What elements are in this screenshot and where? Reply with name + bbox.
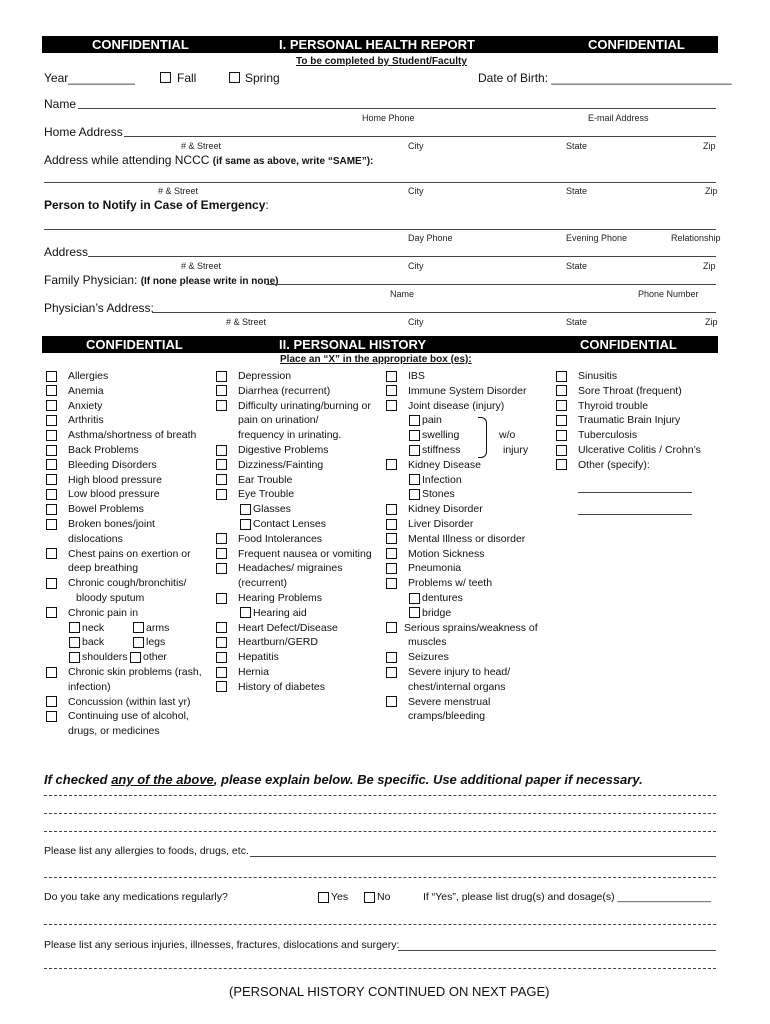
col4-tuberculosis-label: Tuberculosis: [578, 429, 638, 442]
fall-checkbox[interactable]: [160, 72, 171, 83]
col4-thyroid-trouble-label: Thyroid trouble: [578, 399, 649, 412]
col3-stones-checkbox[interactable]: [409, 489, 420, 500]
section1-title: I. PERSONAL HEALTH REPORT: [279, 37, 475, 52]
confidential-label-left: CONFIDENTIAL: [92, 37, 189, 52]
col3-infection-label: Infection: [422, 473, 462, 486]
col3-liver-disorder-label: Liver Disorder: [408, 518, 474, 530]
col3-liver-disorder-checkbox[interactable]: [386, 519, 397, 530]
home-address-line[interactable]: [124, 136, 716, 137]
col3-kidney-disorder-checkbox[interactable]: [386, 504, 397, 515]
col3-pneumonia-label: Pneumonia: [408, 562, 462, 575]
zip-sub: Zip: [703, 261, 716, 271]
medications-line-2[interactable]: [44, 924, 716, 925]
col3-infection-checkbox[interactable]: [409, 474, 420, 485]
explain-line-1[interactable]: [44, 795, 716, 796]
col2-history-of-diabetes-label: History of diabetes: [238, 680, 325, 693]
col4-traumatic-brain-injury-checkbox[interactable]: [556, 415, 567, 426]
col3-seizures-checkbox[interactable]: [386, 652, 397, 663]
spring-label: Spring: [245, 71, 280, 85]
emergency-contact-label: Person to Notify in Case of Emergency:: [44, 198, 269, 212]
email-sub: E-mail Address: [588, 113, 649, 123]
col2-hernia-label: Hernia: [238, 666, 269, 678]
col1-neck-label: neck: [82, 621, 105, 634]
col3-w-o-label: w/o: [499, 429, 516, 442]
col2-hernia-checkbox[interactable]: [216, 667, 227, 678]
col1-other-checkbox[interactable]: [130, 652, 141, 663]
col3-kidney-disease-label: Kidney Disease: [408, 458, 481, 471]
medications-yes-label: Yes: [331, 891, 349, 903]
other-specify-line-2[interactable]: [578, 514, 692, 515]
section2-header-bar: [42, 336, 718, 353]
col2-difficulty-urinating-burning-or-label: Difficulty urinating/burning or: [238, 399, 371, 412]
allergies-line[interactable]: [250, 856, 716, 857]
confidential-label-right: CONFIDENTIAL: [588, 37, 685, 52]
col2-eye-trouble-checkbox[interactable]: [216, 489, 227, 500]
col1-bleeding-disorders-label: Bleeding Disorders: [68, 458, 157, 471]
col3-kidney-disease-checkbox[interactable]: [386, 459, 397, 470]
col1-anxiety-checkbox[interactable]: [46, 400, 57, 411]
col2-heart-defect-disease-checkbox[interactable]: [216, 622, 227, 633]
col1-asthma-shortness-of-breath-checkbox[interactable]: [46, 430, 57, 441]
col2-difficulty-urinating-burning-or-checkbox[interactable]: [216, 400, 227, 411]
col1-back-label: back: [82, 636, 105, 649]
col1-back-problems-checkbox[interactable]: [46, 445, 57, 456]
physician-note: (If none please write in none): [140, 276, 279, 287]
col3-motion-sickness-label: Motion Sickness: [408, 547, 485, 560]
col3-motion-sickness-checkbox[interactable]: [386, 548, 397, 559]
col1-broken-bones-joint-label: Broken bones/joint: [68, 518, 155, 530]
injuries-line[interactable]: [398, 950, 716, 951]
col1-chest-pains-on-exertion-or-checkbox[interactable]: [46, 548, 57, 559]
col3-bridge-label: bridge: [422, 606, 452, 619]
medications-no-label: No: [377, 891, 391, 903]
allergies-question: Please list any allergies to foods, drugs, etc.: [44, 845, 249, 857]
continued-footer: (PERSONAL HISTORY CONTINUED ON NEXT PAGE): [229, 984, 550, 999]
col1-legs-checkbox[interactable]: [133, 637, 144, 648]
col3-chest-internal-organs-label: chest/internal organs: [408, 680, 506, 693]
col1-arms-label: arms: [146, 621, 170, 634]
relationship-sub: Relationship: [671, 233, 721, 243]
col2-eye-trouble-label: Eye Trouble: [238, 488, 295, 501]
col1-broken-bones-joint-checkbox[interactable]: [46, 519, 57, 530]
col3-problems-w-teeth-checkbox[interactable]: [386, 578, 397, 589]
col2-headaches-migraines-checkbox[interactable]: [216, 563, 227, 574]
col2-hearing-aid-label: Hearing aid: [253, 606, 307, 619]
day-phone-sub: Day Phone: [408, 233, 453, 243]
col3-mental-illness-or-disorder-label: Mental Illness or disorder: [408, 532, 526, 545]
col3-kidney-disorder-label: Kidney Disorder: [408, 503, 483, 516]
col2-food-intolerances-label: Food Intolerances: [238, 532, 323, 545]
col2-pain-on-urination-label: pain on urination/: [238, 414, 319, 427]
emergency-address-label: Address: [44, 245, 89, 259]
col4-ulcerative-colitis-crohn-s-checkbox[interactable]: [556, 445, 567, 456]
other-specify-line-1[interactable]: [578, 492, 692, 493]
col4-ulcerative-colitis-crohn-s-label: Ulcerative Colitis / Crohn’s: [578, 444, 701, 456]
col1-back-checkbox[interactable]: [69, 637, 80, 648]
family-physician-label: Family Physician: (If none please write in none): [44, 273, 279, 287]
col2-depression-checkbox[interactable]: [216, 371, 227, 382]
col1-asthma-shortness-of-breath-label: Asthma/shortness of breath: [68, 429, 197, 442]
col1-anemia-label: Anemia: [68, 384, 104, 397]
col1-back-problems-label: Back Problems: [68, 444, 139, 456]
year-field[interactable]: Year__________: [44, 71, 135, 85]
col2-headaches-migraines-label: Headaches/ migraines: [238, 562, 343, 575]
col3-severe-menstrual-checkbox[interactable]: [386, 696, 397, 707]
col2-hepatitis-checkbox[interactable]: [216, 652, 227, 663]
col3-serious-sprains-weakness-of-label: Serious sprains/weakness of: [404, 621, 538, 634]
explain-line-2[interactable]: [44, 813, 716, 814]
col1-continuing-use-of-alcohol-checkbox[interactable]: [46, 711, 57, 722]
col4-sore-throat-frequent-label: Sore Throat (frequent): [578, 384, 682, 397]
col2-diarrhea-recurrent-label: Diarrhea (recurrent): [238, 384, 331, 397]
col3-mental-illness-or-disorder-checkbox[interactable]: [386, 533, 397, 544]
col2-dizziness-fainting-checkbox[interactable]: [216, 459, 227, 470]
street-sub: # & Street: [181, 261, 222, 271]
col1-other-label: other: [143, 651, 167, 664]
col1-arthritis-label: Arthritis: [68, 414, 104, 427]
col2-history-of-diabetes-checkbox[interactable]: [216, 681, 227, 692]
col1-chronic-skin-problems-rash-checkbox[interactable]: [46, 667, 57, 678]
col3-swelling-checkbox[interactable]: [409, 430, 420, 441]
col2-hearing-problems-label: Hearing Problems: [238, 592, 323, 604]
name-label: Name: [44, 97, 77, 111]
city-sub: City: [408, 317, 424, 327]
zip-sub: Zip: [703, 141, 716, 151]
section1-header-bar: [42, 36, 718, 53]
ncc-address-note: (if same as above, write “SAME”):: [212, 156, 374, 167]
col4-sinusitis-checkbox[interactable]: [556, 371, 567, 382]
col3-problems-w-teeth-label: Problems w/ teeth: [408, 577, 493, 590]
col1-arthritis-checkbox[interactable]: [46, 415, 57, 426]
col2-contact-lenses-label: Contact Lenses: [253, 518, 326, 530]
col2-frequent-nausea-or-vomiting-label: Frequent nausea or vomiting: [238, 547, 372, 560]
city-sub: City: [408, 186, 424, 196]
col2-ear-trouble-checkbox[interactable]: [216, 474, 227, 485]
col4-other-specify-checkbox[interactable]: [556, 459, 567, 470]
col3-swelling-label: swelling: [422, 429, 460, 442]
col1-low-blood-pressure-checkbox[interactable]: [46, 489, 57, 500]
col3-dentures-label: dentures: [422, 592, 463, 604]
col1-chronic-cough-bronchitis-checkbox[interactable]: [46, 578, 57, 589]
col3-pneumonia-checkbox[interactable]: [386, 563, 397, 574]
col2-frequency-in-urinating-label: frequency in urinating.: [238, 429, 342, 442]
col3-serious-sprains-weakness-of-checkbox[interactable]: [386, 622, 397, 633]
medications-list-field[interactable]: If “Yes”, please list drug(s) and dosage(s) ________________: [423, 891, 711, 903]
col1-chronic-skin-problems-rash-label: Chronic skin problems (rash,: [68, 666, 202, 678]
col2-heart-defect-disease-label: Heart Defect/Disease: [238, 621, 338, 634]
col4-traumatic-brain-injury-label: Traumatic Brain Injury: [578, 414, 681, 427]
col2-recurrent-label: (recurrent): [238, 577, 288, 590]
col3-stiffness-label: stiffness: [422, 444, 461, 456]
col2-hearing-problems-checkbox[interactable]: [216, 593, 227, 604]
home-phone-sub: Home Phone: [362, 113, 415, 123]
col1-drugs-or-medicines-label: drugs, or medicines: [68, 725, 160, 738]
col3-muscles-label: muscles: [408, 636, 447, 649]
zip-sub: Zip: [705, 186, 718, 196]
city-sub: City: [408, 141, 424, 151]
col3-seizures-label: Seizures: [408, 651, 449, 664]
fall-label: Fall: [177, 71, 197, 85]
col2-depression-label: Depression: [238, 370, 292, 382]
col2-hearing-aid-checkbox[interactable]: [240, 607, 251, 618]
col1-concussion-within-last-yr-label: Concussion (within last yr): [68, 695, 191, 708]
col3-immune-system-disorder-checkbox[interactable]: [386, 385, 397, 396]
col2-hepatitis-label: Hepatitis: [238, 651, 279, 664]
col2-dizziness-fainting-label: Dizziness/Fainting: [238, 458, 324, 471]
physician-address-label: Physician’s Address:: [44, 301, 154, 315]
home-address-label: Home Address: [44, 125, 123, 139]
col3-dentures-checkbox[interactable]: [409, 593, 420, 604]
col4-other-specify-label: Other (specify):: [578, 458, 650, 471]
col3-joint-disease-injury-label: Joint disease (injury): [408, 399, 505, 412]
col1-anemia-checkbox[interactable]: [46, 385, 57, 396]
state-sub: State: [566, 317, 588, 327]
date-of-birth-field[interactable]: Date of Birth: ___________________________: [478, 71, 732, 85]
confidential-label-left: CONFIDENTIAL: [86, 337, 183, 352]
col1-infection-label: infection): [68, 680, 111, 693]
col3-joint-disease-injury-checkbox[interactable]: [386, 400, 397, 411]
ncc-address-line[interactable]: [44, 182, 716, 183]
col1-chronic-cough-bronchitis-label: Chronic cough/bronchitis/: [68, 577, 187, 590]
street-sub: # & Street: [181, 141, 222, 151]
col3-immune-system-disorder-label: Immune System Disorder: [408, 384, 527, 397]
col2-ear-trouble-label: Ear Trouble: [238, 473, 293, 486]
section2-title: II. PERSONAL HISTORY: [279, 337, 427, 352]
phone-number-sub: Phone Number: [638, 289, 699, 299]
injuries-line-2[interactable]: [44, 968, 716, 969]
col1-bowel-problems-label: Bowel Problems: [68, 503, 144, 516]
col3-severe-injury-to-head-checkbox[interactable]: [386, 667, 397, 678]
physician-address-line[interactable]: [152, 312, 716, 313]
col1-shoulders-label: shoulders: [82, 651, 128, 664]
col2-glasses-checkbox[interactable]: [240, 504, 251, 515]
street-sub: # & Street: [158, 186, 199, 196]
col2-diarrhea-recurrent-checkbox[interactable]: [216, 385, 227, 396]
emergency-address-line[interactable]: [88, 256, 716, 257]
zip-sub: Zip: [705, 317, 718, 327]
col2-heartburn-gerd-checkbox[interactable]: [216, 637, 227, 648]
col3-ibs-label: IBS: [408, 370, 425, 382]
medications-no-checkbox[interactable]: [364, 892, 375, 903]
section2-instruction: Place an “X” in the appropriate box (es):: [280, 354, 472, 365]
col1-dislocations-label: dislocations: [68, 532, 123, 545]
evening-phone-sub: Evening Phone: [566, 233, 628, 243]
col3-injury-label: injury: [503, 444, 529, 456]
injuries-question: Please list any serious injuries, illnesses, fractures, dislocations and surgery:: [44, 939, 400, 951]
emergency-contact-line[interactable]: [44, 229, 716, 230]
col1-high-blood-pressure-label: High blood pressure: [68, 473, 162, 486]
col2-digestive-problems-label: Digestive Problems: [238, 444, 329, 456]
col4-tuberculosis-checkbox[interactable]: [556, 430, 567, 441]
col3-pain-label: pain: [422, 414, 442, 427]
col1-continuing-use-of-alcohol-label: Continuing use of alcohol,: [68, 710, 189, 723]
name-sub: Name: [390, 289, 415, 299]
state-sub: State: [566, 261, 588, 271]
col1-anxiety-label: Anxiety: [68, 399, 103, 412]
col3-severe-injury-to-head-label: Severe injury to head/: [408, 666, 511, 678]
family-physician-line[interactable]: [266, 284, 716, 285]
col1-bowel-problems-checkbox[interactable]: [46, 504, 57, 515]
col2-contact-lenses-checkbox[interactable]: [240, 519, 251, 530]
state-sub: State: [566, 186, 588, 196]
col2-heartburn-gerd-label: Heartburn/GERD: [238, 636, 318, 649]
name-line[interactable]: [78, 108, 716, 109]
explain-instruction: If checked any of the above, please explain below. Be specific. Use additional paper if necessary.: [44, 772, 643, 787]
allergies-line-2[interactable]: [44, 877, 716, 878]
col1-allergies-checkbox[interactable]: [46, 371, 57, 382]
col2-frequent-nausea-or-vomiting-checkbox[interactable]: [216, 548, 227, 559]
col1-deep-breathing-label: deep breathing: [68, 562, 139, 575]
col4-thyroid-trouble-checkbox[interactable]: [556, 400, 567, 411]
col1-shoulders-checkbox[interactable]: [69, 652, 80, 663]
joint-brace: [478, 417, 487, 457]
ncc-address-label: Address while attending NCCC (if same as above, write “SAME”):: [44, 153, 374, 167]
section1-subtitle: To be completed by Student/Faculty: [296, 56, 467, 67]
medications-yes-checkbox[interactable]: [318, 892, 329, 903]
col2-glasses-label: Glasses: [253, 503, 291, 516]
col2-food-intolerances-checkbox[interactable]: [216, 533, 227, 544]
col1-legs-label: legs: [146, 636, 166, 649]
col3-severe-menstrual-label: Severe menstrual: [408, 695, 491, 708]
col2-digestive-problems-checkbox[interactable]: [216, 445, 227, 456]
confidential-label-right: CONFIDENTIAL: [580, 337, 677, 352]
medications-question: Do you take any medications regularly?: [44, 891, 228, 903]
col3-stones-label: Stones: [422, 488, 455, 501]
spring-checkbox[interactable]: [229, 72, 240, 83]
col1-allergies-label: Allergies: [68, 370, 109, 382]
col1-chronic-pain-in-checkbox[interactable]: [46, 607, 57, 618]
col1-concussion-within-last-yr-checkbox[interactable]: [46, 696, 57, 707]
col1-low-blood-pressure-label: Low blood pressure: [68, 488, 160, 501]
col1-bleeding-disorders-checkbox[interactable]: [46, 459, 57, 470]
col3-pain-checkbox[interactable]: [409, 415, 420, 426]
col1-neck-checkbox[interactable]: [69, 622, 80, 633]
col3-bridge-checkbox[interactable]: [409, 607, 420, 618]
state-sub: State: [566, 141, 588, 151]
col3-stiffness-checkbox[interactable]: [409, 445, 420, 456]
col1-chronic-pain-in-label: Chronic pain in: [68, 606, 139, 619]
col1-bloody-sputum-label: bloody sputum: [76, 592, 145, 604]
col3-ibs-checkbox[interactable]: [386, 371, 397, 382]
col4-sore-throat-frequent-checkbox[interactable]: [556, 385, 567, 396]
col1-arms-checkbox[interactable]: [133, 622, 144, 633]
explain-line-3[interactable]: [44, 831, 716, 832]
col4-sinusitis-label: Sinusitis: [578, 370, 618, 382]
city-sub: City: [408, 261, 424, 271]
col1-high-blood-pressure-checkbox[interactable]: [46, 474, 57, 485]
col1-chest-pains-on-exertion-or-label: Chest pains on exertion or: [68, 547, 191, 560]
col3-cramps-bleeding-label: cramps/bleeding: [408, 710, 486, 723]
street-sub: # & Street: [226, 317, 267, 327]
